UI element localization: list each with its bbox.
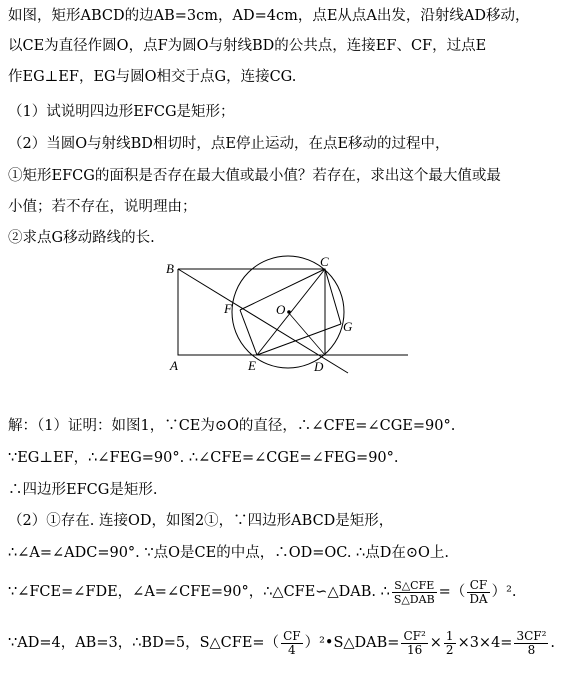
fraction-one-half <box>444 630 456 657</box>
question-2b: ②求点G移动路线的长. <box>8 230 155 246</box>
center-point-o <box>287 310 291 314</box>
fraction-denominator: 4 <box>288 642 296 657</box>
fraction-numerator: 1 <box>445 628 454 643</box>
solution-line-4: （2）①存在. 连接OD，如图2①，∵四边形ABCD是矩形， <box>8 513 394 529</box>
segment-ef <box>240 310 257 355</box>
times-sign: × <box>429 635 442 651</box>
segment-cg <box>325 269 341 324</box>
solution-line-1: 解：（1）证明：如图1，∵CE为⊙O的直径，∴∠CFE=∠CGE=90°. <box>8 418 456 434</box>
problem-line-3: 作EG⊥EF，EG与圆O相交于点G，连接CG. <box>8 69 297 85</box>
fraction-3cf2-over-8 <box>514 630 548 657</box>
fraction-denominator: DA <box>469 591 488 606</box>
geometry-figure <box>0 255 572 405</box>
solution-line-6 <box>8 577 517 607</box>
segment-od <box>288 312 325 355</box>
fraction-cf-over-4 <box>281 630 303 657</box>
question-2a-line-2: 小值；若不存在，说明理由； <box>8 199 197 215</box>
label-o: O <box>276 302 286 317</box>
label-a: A <box>170 358 178 373</box>
solution-line-7 <box>8 628 555 658</box>
problem-line-1: 如图，矩形ABCD的边AB=3cm，AD=4cm，点E从点A出发，沿射线AD移动， <box>8 8 530 24</box>
question-2: （2）当圆O与射线BD相切时，点E停止运动，在点E移动的过程中， <box>8 136 450 152</box>
solution-line-3: ∴四边形EFCG是矩形. <box>8 482 158 498</box>
solution-line-2: ∵EG⊥EF，∴∠FEG=90°. ∴∠CFE=∠CGE=∠FEG=90°. <box>8 450 399 466</box>
solution-line-5: ∴∠A=∠ADC=90°. ∵点O是CE的中点，∴OD=OC. ∴点D在⊙O上. <box>8 545 450 561</box>
label-g: G <box>343 319 353 334</box>
solution-7-mid: ）²•S△DAB= <box>304 635 400 651</box>
solution-6-text: ∵∠FCE=∠FDE，∠A=∠CFE=90°，∴△CFE∽△DAB. ∴ <box>8 584 390 600</box>
question-1: （1）试说明四边形EFCG是矩形； <box>8 104 235 120</box>
label-b: B <box>166 261 174 276</box>
fraction-numerator: CF <box>467 579 489 593</box>
fraction-denominator: 8 <box>527 642 536 657</box>
label-f: F <box>224 301 232 316</box>
side-ratio-fraction <box>467 579 489 606</box>
ray-bd <box>178 269 348 373</box>
area-ratio-fraction <box>392 579 437 606</box>
problem-line-2: 以CE为直径作圆O，点F为圆O与射线BD的公共点，连接EF、CF，过点E <box>8 38 487 54</box>
label-c: C <box>320 255 329 269</box>
fraction-cf2-over-16 <box>401 630 427 657</box>
label-d: D <box>314 359 324 374</box>
solution-7-text: ∵AD=4，AB=3，∴BD=5，S△CFE=（ <box>8 635 280 651</box>
fraction-numerator: 3CF² <box>516 628 547 643</box>
fraction-numerator: CF <box>283 628 301 643</box>
label-e: E <box>248 358 256 373</box>
rectangle-abcd <box>178 269 325 355</box>
solution-7-mid2: ×3×4= <box>457 635 513 651</box>
fraction-denominator: 2 <box>445 642 454 657</box>
fraction-numerator: S△CFE <box>392 579 437 593</box>
solution-6-tail: ）². <box>491 584 517 600</box>
fraction-denominator: S△DAB <box>393 592 435 606</box>
solution-6-eq: =（ <box>438 584 466 600</box>
solution-7-end: . <box>550 635 556 651</box>
fraction-numerator: CF² <box>403 628 426 643</box>
question-2a-line-1: ①矩形EFCG的面积是否存在最大值或最小值？若存在，求出这个最大值或最 <box>8 168 501 184</box>
fraction-denominator: 16 <box>406 642 423 657</box>
